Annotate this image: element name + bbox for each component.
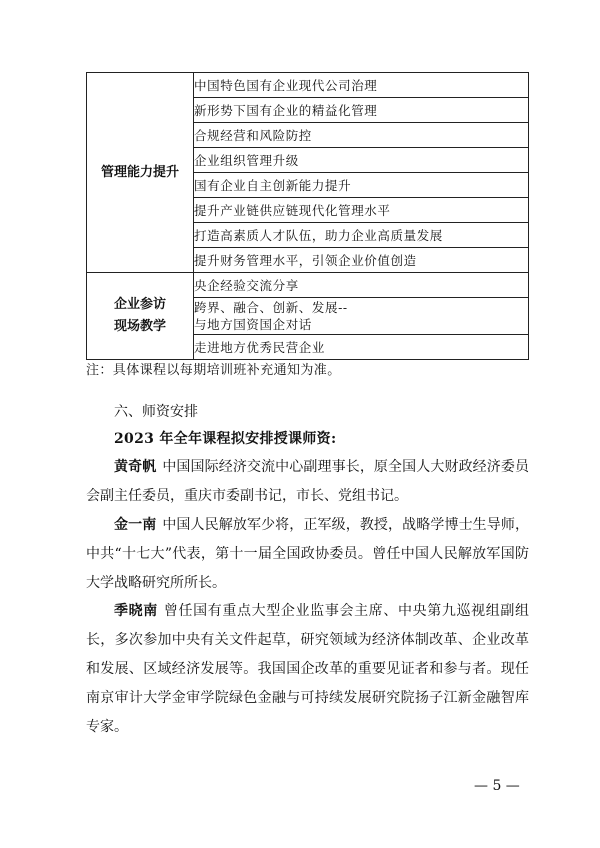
teacher-name: 季晓南 bbox=[114, 603, 158, 619]
course-item: 合规经营和风险防控 bbox=[194, 123, 529, 148]
teacher-paragraph bbox=[86, 511, 529, 598]
subheading: 2023 年全年课程拟安排授课师资: bbox=[114, 431, 337, 447]
page-number: — 5 — bbox=[474, 778, 520, 794]
course-item-multiline bbox=[194, 298, 529, 335]
course-item-line: 与地方国资国企对话 bbox=[194, 317, 312, 332]
course-item: 提升产业链供应链现代化管理水平 bbox=[194, 198, 529, 223]
teacher-paragraph bbox=[86, 597, 529, 742]
course-item: 国有企业自主创新能力提升 bbox=[194, 173, 529, 198]
teacher-bio: 曾任国有重点大型企业监事会主席、中央第九巡视组副组长，多次参加中央有关文件起草，研究领域为经济体制改革、企业改革和发展、区域经济发展等。我国国企改革的重要见证者和参与者。现任南京审计大学金审学院绿色金融与可持续发展研究院扬子江新金融智库专家。 bbox=[86, 603, 530, 735]
teacher-name: 黄奇帆 bbox=[114, 459, 157, 475]
teacher-bio: 中国国际经济交流中心副理事长，原全国人大财政经济委员会副主任委员，重庆市委副书记，市长、党组书记。 bbox=[86, 459, 530, 504]
category-label: 管理能力提升 bbox=[100, 164, 179, 180]
category-cell bbox=[87, 273, 194, 360]
category-cell bbox=[87, 73, 194, 273]
category-label: 现场教学 bbox=[113, 319, 166, 334]
teacher-name: 金一南 bbox=[114, 517, 157, 533]
table-note: 注：具体课程以每期培训班补充通知为准。 bbox=[86, 363, 341, 378]
course-item: 企业组织管理升级 bbox=[194, 148, 529, 173]
course-item: 打造高素质人才队伍，助力企业高质量发展 bbox=[194, 223, 529, 248]
course-item: 新形势下国有企业的精益化管理 bbox=[194, 98, 529, 123]
course-table bbox=[86, 72, 529, 360]
course-item: 央企经验交流分享 bbox=[194, 273, 529, 298]
teacher-bio: 中国人民解放军少将，正军级，教授，战略学博士生导师，中共“十七大”代表，第十一届全国政协委员。曾任中国人民解放军国防大学战略研究所所长。 bbox=[86, 517, 530, 591]
course-item: 中国特色国有企业现代公司治理 bbox=[194, 73, 529, 98]
category-label: 企业参访 bbox=[113, 297, 166, 312]
course-item: 提升财务管理水平，引领企业价值创造 bbox=[194, 248, 529, 273]
course-item: 走进地方优秀民营企业 bbox=[194, 335, 529, 360]
course-item-line: 跨界、融合、创新、发展-- bbox=[194, 300, 348, 315]
teacher-paragraph bbox=[86, 453, 529, 511]
section-title: 六、师资安排 bbox=[114, 404, 198, 420]
